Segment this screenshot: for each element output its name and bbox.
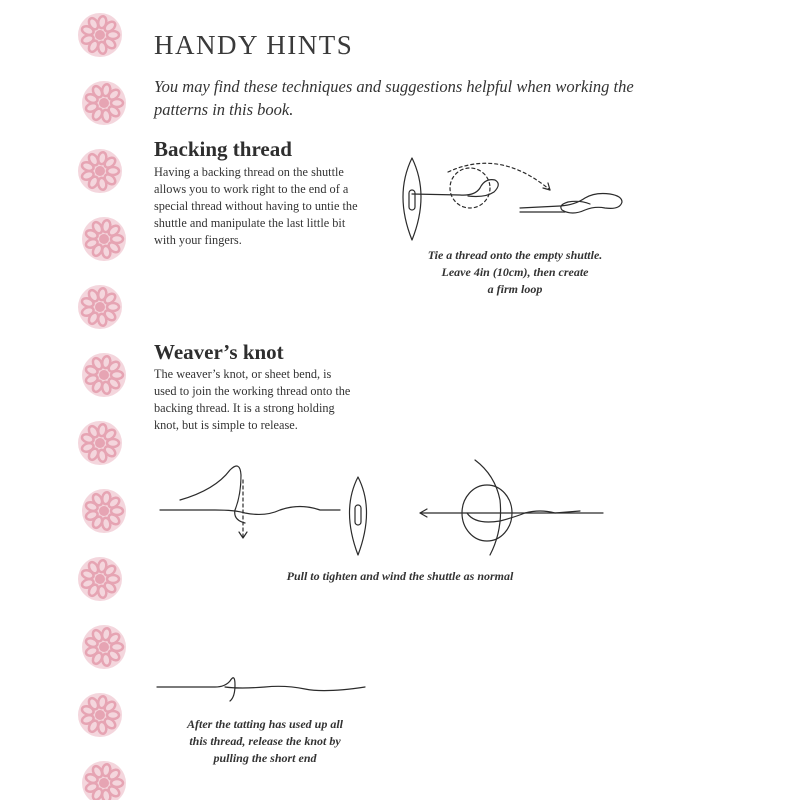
shuttle-bobbin <box>409 190 415 210</box>
body-line: special thread without having to untie the <box>154 199 358 213</box>
release-caption <box>160 716 370 767</box>
body-line: with your fingers. <box>154 233 242 247</box>
shuttle-icon <box>403 158 421 240</box>
backing-thread-line <box>160 507 340 515</box>
lace-center <box>99 234 109 244</box>
lace-center <box>99 642 109 652</box>
body-line: used to join the working thread onto the <box>154 384 351 398</box>
working-thread-loop <box>180 466 245 523</box>
backing-thread-caption <box>395 247 635 298</box>
lace-center <box>95 438 105 448</box>
body-line: backing thread. It is a strong holding <box>154 401 335 415</box>
body-line: allows you to work right to the end of a <box>154 182 349 196</box>
weavers-knot-illustration <box>155 455 610 565</box>
knot-thread <box>520 194 622 214</box>
heading-backing-thread: Backing thread <box>154 137 292 161</box>
backing-thread-body <box>154 164 358 249</box>
lace-center <box>99 778 109 788</box>
intro-paragraph: You may find these techniques and suggestions helpful when working the patterns in this book. <box>154 77 634 119</box>
caption-line: Tie a thread onto the empty shuttle. <box>427 248 603 262</box>
shuttle-bobbin <box>355 505 361 525</box>
body-line: shuttle and manipulate the last little bit <box>154 216 346 230</box>
lace-center <box>95 302 105 312</box>
lace-center <box>95 574 105 584</box>
lace-center <box>99 506 109 516</box>
lace-center <box>99 98 109 108</box>
shuttle-icon <box>350 477 367 555</box>
weavers-knot-caption: Pull to tighten and wind the shuttle as normal <box>286 569 514 583</box>
caption-line: a firm loop <box>487 282 543 296</box>
body-line: knot, but is simple to release. <box>154 418 298 432</box>
caption-line: After the tatting has used up all <box>186 717 344 731</box>
arrow-dashed-curve <box>448 163 550 190</box>
thread-line <box>412 180 498 197</box>
caption-line: Leave 4in (10cm), then create <box>441 265 589 279</box>
body-line: Having a backing thread on the shuttle <box>154 165 344 179</box>
weavers-knot-body <box>154 366 350 434</box>
heading-weavers-knot: Weaver’s knot <box>154 340 284 364</box>
caption-line: this thread, release the knot by <box>189 734 341 748</box>
lace-center <box>99 370 109 380</box>
release-thread <box>157 678 365 701</box>
dashed-circle <box>450 168 490 208</box>
lace-border-decoration <box>78 0 128 800</box>
lace-center <box>95 30 105 40</box>
caption-line: pulling the short end <box>213 751 317 765</box>
page-title: HANDY HINTS <box>154 30 354 60</box>
lace-center <box>95 710 105 720</box>
backing-thread-illustration <box>390 150 640 245</box>
lace-center <box>95 166 105 176</box>
release-knot-illustration <box>155 665 380 710</box>
body-line: The weaver’s knot, or sheet bend, is <box>154 367 332 381</box>
